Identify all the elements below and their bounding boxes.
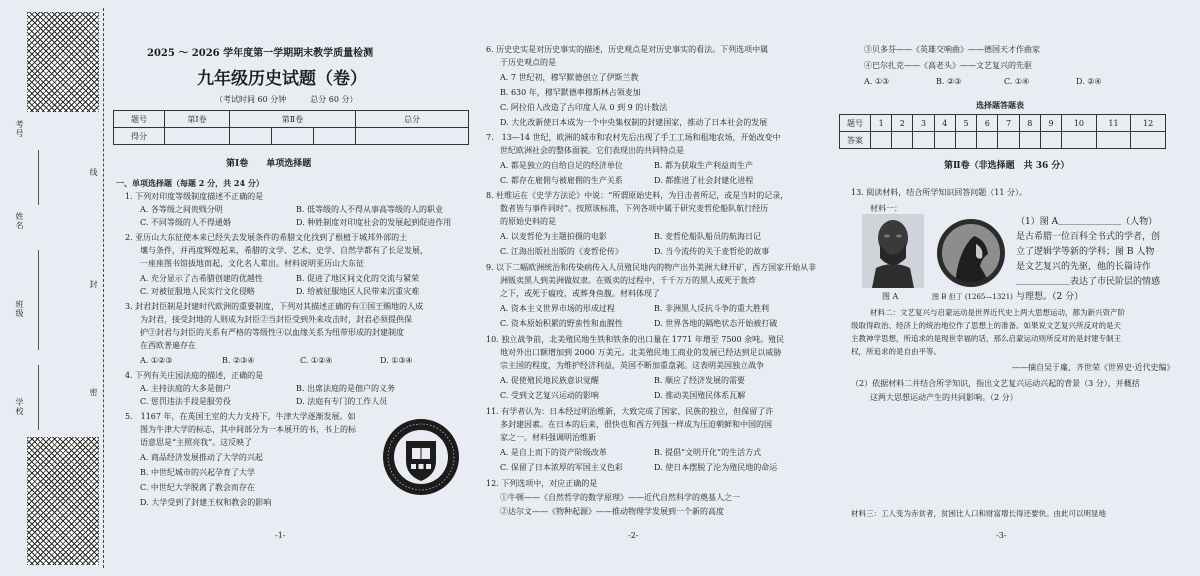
answer-cell[interactable] xyxy=(871,132,892,149)
q8-line-2: 数者皆与事件同时”。按照该标准，下列各项中属于研究麦哲伦船队航行经历 xyxy=(500,204,769,213)
q2-option-b[interactable]: B. 促进了地区间文化的交流与紧荣 xyxy=(296,274,419,283)
q2-line-3: 一座座图书馆拔地而起，文化名人辈出。材料说明亚历山大东征 xyxy=(140,259,364,268)
seal-char-2: 封 xyxy=(89,280,98,289)
q2-line-2: 壤与条件，并再度辉煌起来，希腊的文学、艺术、史学、自然学都有了长足发展， xyxy=(140,246,428,255)
q8-option-a[interactable]: A. 以麦哲伦为主题拍摄的电影 xyxy=(500,232,607,241)
q13-material-3: 材料三：工人变为赤贫者，贫困比人口和财富增长得还要快。由此可以明显地 xyxy=(851,509,1106,518)
answer-cell[interactable] xyxy=(1019,132,1040,149)
q5-option-d[interactable]: D. 大学受到了封建王权和教会的影响 xyxy=(140,498,272,507)
figure-b-caption: 图 B 但丁 (1265—1321) xyxy=(932,293,1013,301)
q10-option-b[interactable]: B. 顺应了经济发展的需要 xyxy=(654,376,745,385)
q9-option-d[interactable]: D. 世界各地的隔绝状态开始被打破 xyxy=(654,319,778,328)
q8-option-c[interactable]: C. 江海出版社出版的《麦哲伦传》 xyxy=(500,247,623,256)
q7-option-b[interactable]: B. 都为获取生产利益而生产 xyxy=(654,161,753,170)
q2-line-1: 2. 亚历山大东征使本来已经失去发展条件的希腊文化找到了根植于城邦外部的土 xyxy=(125,233,408,242)
q1-stem: 1. 下列对印度等级制度描述不正确的是 xyxy=(125,192,264,201)
figure-a-caption: 图 A xyxy=(882,292,899,301)
score-label-part2: 第Ⅱ卷 xyxy=(230,111,356,128)
q13-part2-line-2: 这两大思想运动产生的共同影响。（2 分） xyxy=(870,393,1018,402)
q9-option-c[interactable]: C. 资本原始积累的野蛮性和血腥性 xyxy=(500,319,623,328)
figure-a-bust-image xyxy=(862,214,924,288)
q3-line-2: 为封君，接受封地的人则成为封臣②当封臣受到外来攻击时，封君必须提供保 xyxy=(140,315,412,324)
q13-material-2-source: ——摘自吴于廑、齐世荣《世界史·近代史编》 xyxy=(1012,363,1175,372)
q12-option-d[interactable]: D. ②④ xyxy=(1076,77,1102,86)
q7-option-c[interactable]: C. 都存在雇佣与被雇佣的生产关系 xyxy=(500,176,623,185)
answer-cell[interactable] xyxy=(892,132,913,149)
q3-line-1: 3. 封君封臣制是封建时代欧洲的重要制度，下列对其描述正确的有①国王赐地的人成 xyxy=(125,302,424,311)
class-label: 班级 xyxy=(15,300,24,318)
answer-qno-8: 8 xyxy=(1019,115,1040,132)
answer-qno-3: 3 xyxy=(913,115,934,132)
q12-item-4: ④巴尔扎克——《高老头》——文艺复兴的先驱 xyxy=(864,61,1032,70)
q4-option-a[interactable]: A. 主持法庭的大多是佃户 xyxy=(140,384,231,393)
q3-line-3: 护③封君与封臣的关系有严格的等级性④以血缘关系为纽带形成的封建制度 xyxy=(140,328,404,337)
q3-line-4: 在西欧普遍存在 xyxy=(140,341,196,350)
q9-option-b[interactable]: B. 非洲黑人反抗斗争的重大胜利 xyxy=(654,304,769,313)
exam-title: 2025 ～ 2026 学年度第一学期期末教学质量检测 xyxy=(147,48,374,59)
q3-option-b[interactable]: B. ②③④ xyxy=(222,356,255,365)
part2-title: 第Ⅱ卷（非选择题 共 36 分） xyxy=(944,161,1070,171)
q13-part1-line-1: （1）图 A＿＿＿＿＿＿＿（人物） xyxy=(1016,217,1158,227)
q12-option-c[interactable]: C. ①④ xyxy=(1004,77,1030,86)
q10-line-3: 宗主国的程度，为维护经济利益，英国不断加重盘剥。这表明美国独立战争 xyxy=(500,361,764,370)
page-number-1: -1- xyxy=(275,531,286,540)
q11-option-b[interactable]: B. 提倡“文明开化”的生活方式 xyxy=(654,448,762,457)
q13-stem: 13. 阅读材料，结合所学知识回答问题（11 分）。 xyxy=(851,188,1027,197)
q13-part1-line-4: 是文艺复兴的先驱，他的长篇诗作 xyxy=(1016,262,1152,272)
answer-cell[interactable] xyxy=(934,132,955,149)
hatch-block-bottom xyxy=(27,437,99,565)
answer-cell[interactable] xyxy=(913,132,934,149)
q13-material-2-line-4: 权，所追求的是自由平等。 xyxy=(851,347,941,356)
score-label-total: 总分 xyxy=(356,111,469,128)
q6-line-2: 于历史观点的是 xyxy=(500,58,556,67)
q12-stem: 12. 下列选项中，对应正确的是 xyxy=(486,479,598,488)
q8-line-3: 的原始史料的是 xyxy=(500,217,556,226)
q13-material-2-line-3: 主教神学思想，所追求的是现世幸福的话，那么启蒙运动则所反对的是封建专制王 xyxy=(851,334,1121,343)
q4-option-d[interactable]: D. 法庭有专门的工作人员 xyxy=(296,397,388,406)
oxford-crest-image xyxy=(381,417,461,497)
answer-table-title: 选择题答题表 xyxy=(976,100,1024,110)
q3-option-c[interactable]: C. ①②④ xyxy=(300,356,333,365)
q12-item-1: ①牛顿——《自然哲学的数学原理》——近代自然科学的奠基人之一 xyxy=(500,493,740,502)
q4-option-c[interactable]: C. 惩罚违法手段是服劳役 xyxy=(140,397,231,406)
answer-cell[interactable] xyxy=(1131,132,1166,149)
answer-qno-12: 12 xyxy=(1131,115,1166,132)
q13-part1-line-5: ＿＿＿＿＿＿表达了市民阶层的情感 xyxy=(1016,277,1161,287)
q13-part1-line-6: 与理想。（2 分） xyxy=(1016,292,1084,302)
answer-qno-4: 4 xyxy=(934,115,955,132)
q3-option-a[interactable]: A. ①②③ xyxy=(140,356,173,365)
seal-char-3: 线 xyxy=(89,168,98,177)
q5-option-b[interactable]: B. 中世纪城市的兴起孕育了大学 xyxy=(140,468,255,477)
answer-table-label-qno: 题号 xyxy=(840,115,871,132)
q2-option-c[interactable]: C. 对被征服地人民实行文化侵略 xyxy=(140,287,255,296)
part1-section: 一、单项选择题（每题 2 分，共 24 分） xyxy=(116,178,264,188)
q1-option-d[interactable]: D. 种姓制度对印度社会的发展起到促进作用 xyxy=(296,218,452,227)
q12-item-3: ③贝多芬——《英雄交响曲》——德国天才作曲家 xyxy=(864,45,1040,54)
q11-option-a[interactable]: A. 是自上而下的资产阶级改革 xyxy=(500,448,607,457)
score-table xyxy=(113,110,469,145)
q7-line-1: 7. 13—14 世纪，欧洲的城市和农村先后出现了手工工场和租地农场，开始改变中 xyxy=(486,133,781,142)
score-label-qno: 题号 xyxy=(114,111,165,128)
score-cell[interactable] xyxy=(271,128,313,145)
seal-char-1: 密 xyxy=(89,388,98,397)
q13-part2-line-1: （2）依据材料二并结合所学知识，指出文艺复兴运动兴起的背景（3 分），并概括 xyxy=(851,379,1140,388)
q6-option-a[interactable]: A. 7 世纪初，穆罕默德创立了伊斯兰教 xyxy=(500,73,639,82)
q8-line-1: 8. 杜维运在《史学方法论》中说：“所谓原始史料，为目击者所记，或是当时的记录， xyxy=(486,191,789,200)
answer-table xyxy=(839,114,1166,149)
exam-no-label: 考号 xyxy=(15,120,24,138)
answer-table-label-answer: 答案 xyxy=(840,132,871,149)
q11-option-d[interactable]: D. 使日本摆脱了沦为殖民地的命运 xyxy=(654,463,778,472)
q11-line-1: 11. 有学者认为：日本经过明治维新，大致完成了国家、民族的独立，但保留了许 xyxy=(486,407,774,416)
answer-qno-11: 11 xyxy=(1096,115,1131,132)
name-label: 姓名 xyxy=(15,212,24,230)
answer-qno-2: 2 xyxy=(892,115,913,132)
q6-option-b[interactable]: B. 630 年，穆罕默德率穆斯林占领麦加 xyxy=(500,88,641,97)
score-cell[interactable] xyxy=(230,128,272,145)
exam-subtitle: 九年级历史试题（卷） xyxy=(197,69,367,89)
score-label-part1: 第Ⅰ卷 xyxy=(165,111,230,128)
answer-qno-10: 10 xyxy=(1062,115,1097,132)
answer-qno-7: 7 xyxy=(998,115,1019,132)
q7-option-d[interactable]: D. 都推进了社会封建化进程 xyxy=(654,176,754,185)
page-number-3: -3- xyxy=(996,531,1007,540)
part1-title: 第Ⅰ卷 单项选择题 xyxy=(226,159,312,169)
q8-option-d[interactable]: D. 当今流传的关于麦哲伦的故事 xyxy=(654,247,770,256)
answer-cell[interactable] xyxy=(955,132,976,149)
q2-option-d[interactable]: D. 给被征服地区人民带来沉重灾难 xyxy=(296,287,420,296)
q5-line-3: 语意思是“主照亮我”。这反映了 xyxy=(140,438,253,447)
answer-cell[interactable] xyxy=(1096,132,1131,149)
seal-line xyxy=(103,8,104,568)
q13-material-2-line-1: 材料二：文艺复兴与启蒙运动是世界近代史上两大思想运动，都为新兴资产阶 xyxy=(870,308,1125,317)
q5-line-2: 图为牛津大学的标志，其中间部分为一本展开的书，书上的标 xyxy=(140,425,356,434)
q6-option-c[interactable]: C. 阿拉伯人改造了古印度人从 0 到 9 的计数法 xyxy=(500,103,668,112)
q5-option-c[interactable]: C. 中世纪大学脱离了教会而存在 xyxy=(140,483,255,492)
q6-line-1: 6. 历史史实是对历史事实的描述，历史观点是对历史事实的看法。下列选项中属 xyxy=(486,45,769,54)
answer-qno-5: 5 xyxy=(955,115,976,132)
answer-qno-1: 1 xyxy=(871,115,892,132)
q4-stem: 4. 下列有关庄园法庭的描述，正确的是 xyxy=(125,371,264,380)
q4-option-b[interactable]: B. 出席法庭的是佃户的义务 xyxy=(296,384,395,393)
name-blank xyxy=(38,150,39,205)
figure-b-dante-portrait-image xyxy=(936,218,1006,288)
q10-option-d[interactable]: D. 推动美国殖民体系瓦解 xyxy=(654,391,746,400)
score-cell[interactable] xyxy=(165,128,230,145)
q7-option-a[interactable]: A. 都是独立的自给自足的经济单位 xyxy=(500,161,623,170)
q12-option-b[interactable]: B. ②③ xyxy=(936,77,962,86)
answer-qno-6: 6 xyxy=(977,115,998,132)
score-label-points: 得分 xyxy=(114,128,165,145)
q1-option-a[interactable]: A. 各等级之间贵贱分明 xyxy=(140,205,223,214)
school-blank xyxy=(38,365,39,430)
q11-line-2: 多封建因素。在日本的后来，很快也和西方列强一样成为压迫朝鲜和中国的国 xyxy=(500,420,772,429)
q13-answer-area[interactable] xyxy=(851,408,1171,498)
hatch-block-top xyxy=(27,12,99,112)
q3-option-d[interactable]: D. ①③④ xyxy=(380,356,413,365)
q1-option-b[interactable]: B. 低等级的人不得从事高等级的人的职业 xyxy=(296,205,443,214)
q5-line-1: 5. 1167 年，在英国王室的大力支持下，牛津大学逐渐发展。如 xyxy=(125,412,356,421)
q9-line-2: 洲贩卖黑人到美洲做奴隶。在贩卖的过程中，千千万万的黑人或死于轰炸 xyxy=(500,276,756,285)
q11-line-3: 家之一。材料强调明治维新 xyxy=(500,433,596,442)
answer-qno-9: 9 xyxy=(1040,115,1061,132)
q6-option-d[interactable]: D. 大化改新使日本成为一个中央集权制的封建国家，推动了日本社会的发展 xyxy=(500,118,768,127)
exam-note: （考试时间 60 分钟 总分 60 分） xyxy=(215,95,358,104)
q9-line-3: 之下，或死于瘟疫，或葬身鱼腹。材料体现了 xyxy=(500,289,660,298)
q13-material-1-label: 材料一： xyxy=(870,204,902,213)
q12-option-a[interactable]: A. ①③ xyxy=(864,77,890,86)
q13-material-2-line-2: 级取得政治、经济上的统治地位作了思想上的准备。如果说文艺复兴所反对的是天 xyxy=(851,321,1121,330)
q8-option-b[interactable]: B. 麦哲伦船队船员的航海日记 xyxy=(654,232,761,241)
answer-cell[interactable] xyxy=(998,132,1019,149)
answer-cell[interactable] xyxy=(1062,132,1097,149)
answer-cell[interactable] xyxy=(1040,132,1061,149)
q10-line-2: 地对外出口额增加到 2000 万美元。北美殖民地工商业的发展已经达到足以威胁 xyxy=(500,348,782,357)
q10-option-c[interactable]: C. 受到文艺复兴运动的影响 xyxy=(500,391,599,400)
answer-cell[interactable] xyxy=(977,132,998,149)
q2-option-a[interactable]: A. 充分显示了古希腊创建的优越性 xyxy=(140,274,263,283)
q13-part1-line-3: 立了逻辑学等新的学科；图 B 人物 xyxy=(1016,247,1155,257)
q10-line-1: 10. 独立战争前，北美殖民地生铁和铁条的出口量在 1771 年增至 7500 余吨。殖民 xyxy=(486,335,785,344)
q11-option-c[interactable]: C. 保留了日本浓厚的军国主义色彩 xyxy=(500,463,623,472)
q13-part1-line-2: 是古希腊一位百科全书式的学者，创 xyxy=(1016,232,1161,242)
q10-option-a[interactable]: A. 促使殖民地民族意识觉醒 xyxy=(500,376,599,385)
page-number-2: -2- xyxy=(628,531,639,540)
class-blank xyxy=(38,250,39,350)
q1-option-c[interactable]: C. 不同等级的人不得通婚 xyxy=(140,218,231,227)
score-cell[interactable] xyxy=(356,128,469,145)
school-label: 学校 xyxy=(15,398,24,416)
q9-option-a[interactable]: A. 资本主义世界市场的形成过程 xyxy=(500,304,615,313)
score-cell[interactable] xyxy=(313,128,355,145)
q12-item-2: ②达尔文——《物种起源》——推动物理学发展到一个新的高度 xyxy=(500,507,724,516)
q5-option-a[interactable]: A. 商品经济发展推动了大学的兴起 xyxy=(140,453,263,462)
q7-line-2: 世纪欧洲社会的整体面貌。它们表现出的共同特点是 xyxy=(500,146,684,155)
q9-line-1: 9. 以下二幅欧洲统治和传染病传入人员殖民地内的物产出外美洲大肆开矿，西方国家开始从非 xyxy=(486,263,817,272)
